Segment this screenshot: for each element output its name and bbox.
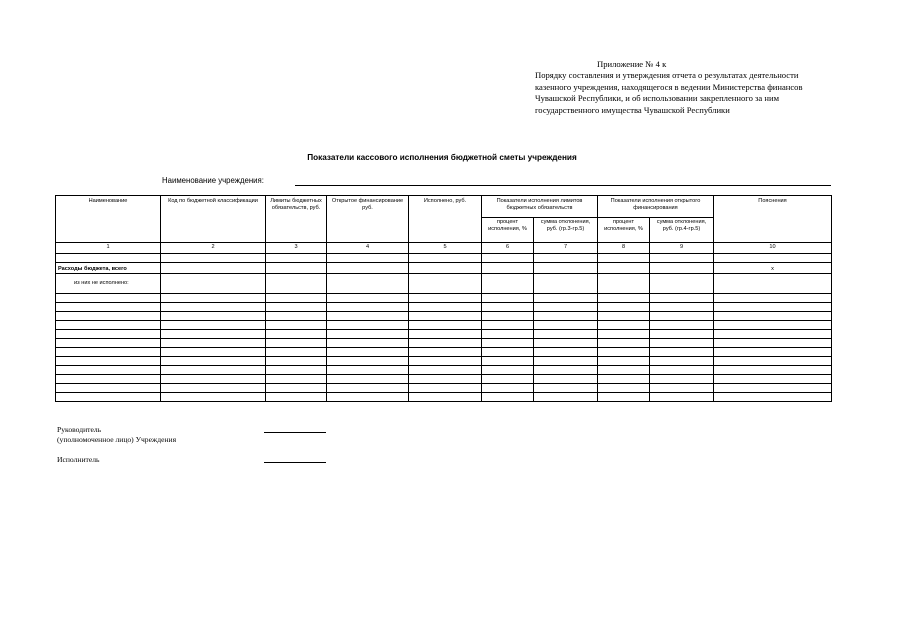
table-cell[interactable] — [650, 393, 714, 402]
institution-label: Наименование учреждения: — [162, 176, 264, 185]
table-cell[interactable] — [482, 375, 534, 384]
header-limits-execution-group: Показатели исполнения лимитов бюджетных обязательств — [482, 196, 598, 218]
table-cell[interactable] — [409, 303, 482, 312]
table-cell[interactable] — [266, 312, 327, 321]
table-cell[interactable] — [714, 348, 832, 357]
table-cell[interactable] — [409, 384, 482, 393]
table-row — [56, 303, 832, 312]
table-row — [56, 330, 832, 339]
table-row — [56, 375, 832, 384]
table-cell[interactable] — [598, 294, 650, 303]
header-open-financing: Открытое финансирование руб. — [327, 196, 409, 243]
table-cell[interactable] — [650, 366, 714, 375]
table-cell[interactable] — [534, 339, 598, 348]
table-cell[interactable] — [327, 321, 409, 330]
table-cell[interactable] — [650, 321, 714, 330]
table-cell[interactable] — [56, 303, 161, 312]
head-title: Руководитель — [57, 425, 102, 434]
table-cell[interactable] — [409, 339, 482, 348]
table-cell[interactable] — [650, 357, 714, 366]
table-row — [56, 348, 832, 357]
table-cell[interactable] — [534, 348, 598, 357]
executor-signature-field[interactable] — [264, 462, 326, 463]
table-cell[interactable] — [534, 393, 598, 402]
table-cell[interactable] — [161, 393, 266, 402]
table-cell[interactable] — [409, 294, 482, 303]
head-signature-label — [57, 425, 176, 445]
table-cell[interactable] — [714, 321, 832, 330]
table-row — [56, 294, 832, 303]
table-cell[interactable] — [482, 339, 534, 348]
table-cell[interactable] — [327, 366, 409, 375]
table-cell[interactable] — [714, 366, 832, 375]
table-cell[interactable] — [482, 330, 534, 339]
spacer-row — [56, 254, 832, 263]
table-cell[interactable] — [650, 330, 714, 339]
table-cell[interactable] — [327, 274, 409, 294]
appendix-number: Приложение № 4 к — [597, 59, 667, 69]
table-cell[interactable] — [327, 348, 409, 357]
table-cell[interactable] — [409, 312, 482, 321]
table-cell[interactable] — [482, 274, 534, 294]
table-cell[interactable] — [534, 321, 598, 330]
header-limits-deviation: сумма отклонения, руб. (гр.3-гр.5) — [534, 218, 598, 243]
table-cell[interactable] — [482, 294, 534, 303]
table-cell[interactable] — [327, 263, 409, 274]
table-row-total — [56, 263, 832, 274]
table-cell[interactable] — [409, 321, 482, 330]
table-cell[interactable] — [714, 294, 832, 303]
head-signature-field[interactable] — [264, 432, 326, 433]
column-number: 1 — [56, 243, 161, 254]
table-cell[interactable] — [266, 366, 327, 375]
table-cell[interactable] — [327, 312, 409, 321]
table-cell[interactable] — [598, 339, 650, 348]
column-number: 2 — [161, 243, 266, 254]
header-financing-execution-group: Показатели исполнения открытого финансирования — [598, 196, 714, 218]
column-number: 5 — [409, 243, 482, 254]
appendix-line: государственного имущества Чувашской Республики — [535, 104, 730, 115]
table-cell[interactable] — [56, 321, 161, 330]
table-cell[interactable] — [266, 375, 327, 384]
header-notes: Пояснения — [714, 196, 832, 243]
appendix-note — [535, 59, 855, 116]
column-number: 7 — [534, 243, 598, 254]
table-cell[interactable] — [56, 393, 161, 402]
table-cell[interactable] — [598, 393, 650, 402]
table-cell[interactable] — [161, 384, 266, 393]
column-number: 6 — [482, 243, 534, 254]
table-cell[interactable] — [56, 294, 161, 303]
table-row — [56, 384, 832, 393]
total-expenses-label: Расходы бюджета, всего — [56, 263, 161, 274]
table-cell[interactable] — [482, 357, 534, 366]
table-row — [56, 339, 832, 348]
table-cell[interactable] — [598, 321, 650, 330]
table-row — [56, 357, 832, 366]
table-cell[interactable] — [534, 312, 598, 321]
table-cell[interactable] — [266, 339, 327, 348]
table-cell[interactable] — [482, 303, 534, 312]
table-cell[interactable] — [56, 375, 161, 384]
table-cell[interactable] — [266, 357, 327, 366]
table-cell[interactable] — [409, 375, 482, 384]
table-cell[interactable] — [714, 375, 832, 384]
table-cell[interactable] — [161, 330, 266, 339]
table-row — [56, 312, 832, 321]
table-cell[interactable] — [714, 339, 832, 348]
table-row-unfulfilled — [56, 274, 832, 294]
table-cell[interactable] — [161, 303, 266, 312]
table-cell[interactable] — [161, 321, 266, 330]
header-financing-deviation: сумма отклонения, руб. (гр.4-гр.5) — [650, 218, 714, 243]
institution-name-field[interactable] — [295, 185, 831, 186]
table-cell[interactable] — [409, 348, 482, 357]
table-cell[interactable] — [598, 274, 650, 294]
table-cell[interactable] — [650, 348, 714, 357]
table-cell[interactable] — [161, 339, 266, 348]
notes-not-applicable-mark: x — [714, 263, 832, 274]
table-cell[interactable] — [161, 263, 266, 274]
table-cell[interactable] — [409, 274, 482, 294]
header-name: Наименование — [56, 196, 161, 243]
table-cell[interactable] — [534, 384, 598, 393]
document-title: Показатели кассового исполнения бюджетной сметы учреждения — [307, 153, 577, 162]
table-cell[interactable] — [327, 384, 409, 393]
table-cell[interactable] — [161, 274, 266, 294]
table-cell[interactable] — [327, 303, 409, 312]
table-row — [56, 366, 832, 375]
table-cell[interactable] — [266, 274, 327, 294]
table-cell[interactable] — [714, 384, 832, 393]
table-cell[interactable] — [598, 312, 650, 321]
appendix-line: Порядку составления и утверждения отчета о результатах деятельности — [535, 70, 799, 81]
table-cell[interactable] — [266, 303, 327, 312]
table-row — [56, 393, 832, 402]
table-cell[interactable] — [482, 384, 534, 393]
column-number: 9 — [650, 243, 714, 254]
table-row — [56, 321, 832, 330]
column-number: 10 — [714, 243, 832, 254]
table-cell[interactable] — [482, 366, 534, 375]
table-cell[interactable] — [534, 357, 598, 366]
table-cell[interactable] — [714, 357, 832, 366]
table-cell[interactable] — [327, 357, 409, 366]
table-cell[interactable] — [482, 393, 534, 402]
table-cell[interactable] — [161, 366, 266, 375]
table-cell[interactable] — [650, 312, 714, 321]
table-cell[interactable] — [714, 330, 832, 339]
table-cell[interactable] — [266, 321, 327, 330]
table-cell[interactable] — [56, 366, 161, 375]
table-cell[interactable] — [161, 375, 266, 384]
column-number: 4 — [327, 243, 409, 254]
table-cell[interactable] — [327, 330, 409, 339]
table-cell[interactable] — [714, 303, 832, 312]
table-cell[interactable] — [650, 384, 714, 393]
table-cell[interactable] — [56, 348, 161, 357]
table-cell[interactable] — [482, 321, 534, 330]
table-cell[interactable] — [266, 294, 327, 303]
table-cell[interactable] — [650, 339, 714, 348]
table-cell[interactable] — [266, 330, 327, 339]
table-cell[interactable] — [409, 357, 482, 366]
table-cell[interactable] — [650, 294, 714, 303]
column-number: 3 — [266, 243, 327, 254]
table-cell[interactable] — [56, 384, 161, 393]
table-cell[interactable] — [409, 366, 482, 375]
table-cell[interactable] — [534, 274, 598, 294]
column-number: 8 — [598, 243, 650, 254]
table-cell[interactable] — [266, 263, 327, 274]
appendix-line: казенного учреждения, находящегося в ведении Министерства финансов — [535, 81, 803, 92]
table-cell[interactable] — [56, 357, 161, 366]
table-cell[interactable] — [409, 330, 482, 339]
table-cell[interactable] — [534, 294, 598, 303]
table-cell[interactable] — [56, 330, 161, 339]
table-cell[interactable] — [714, 393, 832, 402]
table-cell[interactable] — [266, 384, 327, 393]
table-cell[interactable] — [534, 303, 598, 312]
table-cell[interactable] — [266, 393, 327, 402]
table-cell[interactable] — [56, 312, 161, 321]
header-executed: Исполнено, руб. — [409, 196, 482, 243]
table-cell[interactable] — [266, 348, 327, 357]
unfulfilled-label: из них не исполнено: — [56, 274, 161, 294]
table-cell[interactable] — [650, 303, 714, 312]
table-cell[interactable] — [598, 263, 650, 274]
table-cell[interactable] — [534, 366, 598, 375]
table-cell[interactable] — [650, 375, 714, 384]
table-cell[interactable] — [598, 366, 650, 375]
table-cell[interactable] — [598, 303, 650, 312]
table-cell[interactable] — [714, 274, 832, 294]
table-cell[interactable] — [161, 357, 266, 366]
execution-table — [55, 195, 832, 402]
table-cell[interactable] — [56, 339, 161, 348]
header-financing-percent: процент исполнения, % — [598, 218, 650, 243]
header-limits-percent: процент исполнения, % — [482, 218, 534, 243]
table-cell[interactable] — [161, 294, 266, 303]
table-cell[interactable] — [482, 348, 534, 357]
table-cell[interactable] — [327, 294, 409, 303]
table-cell[interactable] — [161, 348, 266, 357]
table-cell[interactable] — [598, 357, 650, 366]
table-cell[interactable] — [598, 375, 650, 384]
table-cell[interactable] — [598, 384, 650, 393]
executor-label: Исполнитель — [57, 455, 100, 464]
table-cell[interactable] — [409, 263, 482, 274]
table-cell[interactable] — [534, 263, 598, 274]
table-cell[interactable] — [598, 330, 650, 339]
appendix-line: Чувашской Республики, и об использовании закрепленного за ним — [535, 93, 780, 104]
header-limits: Лимиты бюджетных обязательств, руб. — [266, 196, 327, 243]
table-cell[interactable] — [482, 312, 534, 321]
table-cell[interactable] — [598, 348, 650, 357]
table-cell[interactable] — [650, 263, 714, 274]
table-cell[interactable] — [327, 375, 409, 384]
empty-rows — [56, 294, 832, 402]
table-cell[interactable] — [534, 330, 598, 339]
header-budget-code: Код по бюджетной классификации — [161, 196, 266, 243]
table-cell[interactable] — [409, 393, 482, 402]
head-subtitle: (уполномоченное лицо) Учреждения — [57, 435, 177, 444]
table-cell[interactable] — [714, 312, 832, 321]
table-cell[interactable] — [327, 393, 409, 402]
table-cell[interactable] — [161, 312, 266, 321]
table-cell[interactable] — [327, 339, 409, 348]
table-cell[interactable] — [482, 263, 534, 274]
table-cell[interactable] — [534, 375, 598, 384]
table-cell[interactable] — [650, 274, 714, 294]
